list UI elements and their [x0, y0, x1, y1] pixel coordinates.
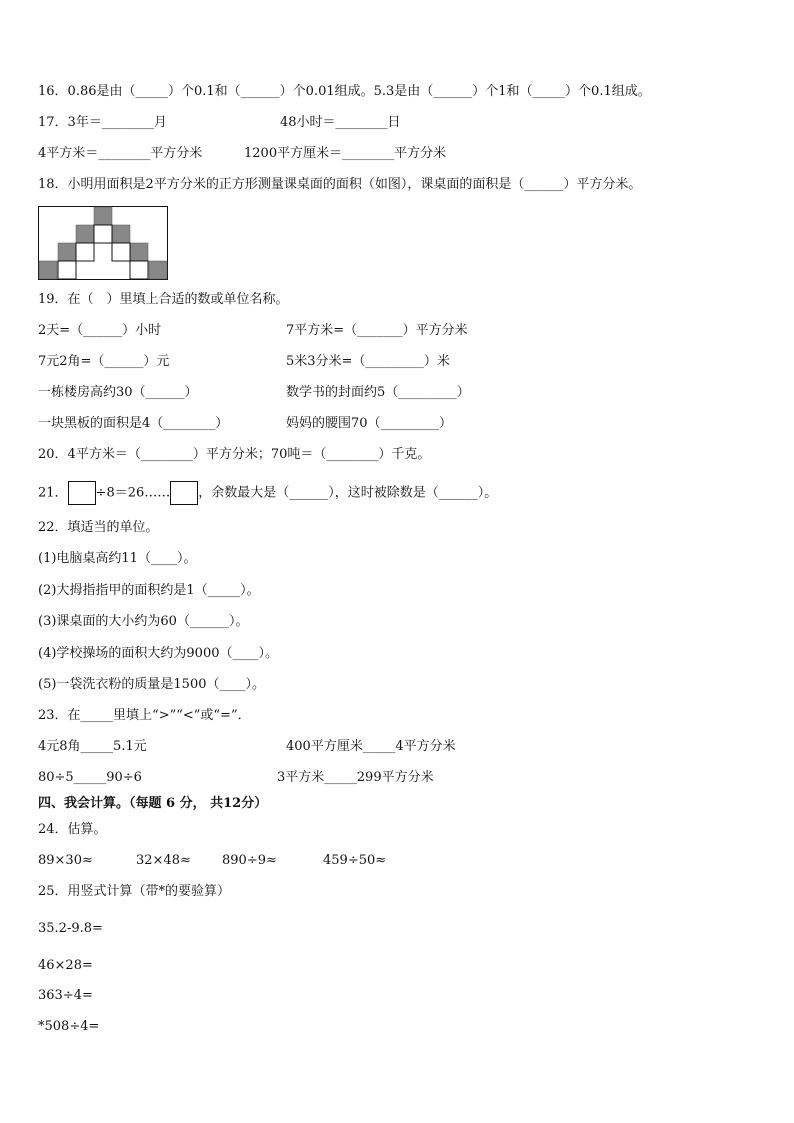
estimate-item: 459÷50≈: [323, 853, 387, 868]
vertical-calc-item: 363÷4=: [38, 988, 93, 1003]
question-18: 18．小明用面积是2平方分米的正方形测量课桌面的面积（如图），课桌面的面积是（______）平方分米。: [38, 177, 642, 192]
question-19-item: 妈妈的腰围70（_________）: [286, 416, 453, 431]
question-22-item: (3)课桌面的大小约为60（______）。: [38, 614, 249, 629]
answer-box-remainder[interactable]: [170, 481, 198, 505]
estimate-item: 890÷9≈: [222, 853, 277, 868]
grid-square: [94, 207, 112, 225]
question-23-item: 80÷5_____90÷6: [38, 770, 142, 785]
question-25-title: 25．用竖式计算（带*的要验算）: [38, 884, 231, 899]
vertical-calc-item: 46×28=: [38, 958, 93, 973]
question-21-suffix: ，余数最大是（______），这时被除数是（______）。: [198, 485, 498, 501]
vertical-calc-item: 35.2-9.8=: [38, 921, 103, 936]
question-16: 16．0.86是由（_____）个0.1和（______）个0.01组成。5.3是由（______）个1和（_____）个0.1组成。: [38, 84, 651, 99]
estimate-item: 32×48≈: [136, 853, 191, 868]
grid-square: [149, 261, 167, 279]
desk-grid-figure: [38, 206, 168, 280]
question-22-item: (2)大拇指指甲的面积约是1（_____）。: [38, 583, 260, 598]
grid-square: [130, 243, 148, 261]
question-21: [38, 481, 497, 505]
section-4-heading: 四、我会计算。（每题 6 分， 共12分）: [38, 796, 268, 811]
grid-square: [39, 261, 57, 279]
grid-square: [58, 243, 76, 261]
grid-square: [112, 225, 130, 243]
answer-box-dividend[interactable]: [68, 481, 96, 505]
question-17-a: 17．3年＝________月: [38, 115, 167, 130]
question-22-item: (4)学校操场的面积大约为9000（____）。: [38, 646, 278, 661]
question-23-item: 3平方米_____299平方分米: [277, 770, 434, 785]
question-22-item: (1)电脑桌高约11（____）。: [38, 551, 197, 566]
question-19-title: 19．在（ ）里填上合适的数或单位名称。: [38, 292, 289, 307]
question-19-item: 5米3分米=（_________）米: [286, 354, 450, 369]
question-21-mid: ÷8＝26……: [95, 485, 171, 501]
question-19-item: 7元2角=（______）元: [38, 354, 170, 369]
question-22-title: 22．填适当的单位。: [38, 520, 159, 535]
question-17-d: 1200平方厘米＝________平方分米: [244, 146, 447, 161]
question-19-item: 数学书的封面约5（_________）: [286, 385, 470, 400]
question-17-c: 4平方米＝________平方分米: [38, 146, 203, 161]
question-21-prefix: 21．: [38, 485, 68, 501]
vertical-calc-item: *508÷4=: [38, 1019, 100, 1034]
question-17-b: 48小时＝________日: [280, 115, 401, 130]
question-23-item: 4元8角_____5.1元: [38, 739, 147, 754]
question-23-item: 400平方厘米_____4平方分米: [286, 739, 456, 754]
question-20: 20．4平方米＝（________）平方分米；70吨＝（________）千克。: [38, 447, 431, 462]
question-19-item: 2天=（______）小时: [38, 323, 162, 338]
question-24-title: 24．估算。: [38, 822, 107, 837]
question-19-item: 7平方米=（_______）平方分米: [286, 323, 468, 338]
question-19-item: 一栋楼房高约30（______）: [38, 385, 198, 400]
question-23-title: 23．在_____里填上“>”“<”或“=”．: [38, 708, 251, 723]
question-22-item: (5)一袋洗衣粉的质量是1500（____）。: [38, 677, 265, 692]
question-19-item: 一块黑板的面积是4（________）: [38, 416, 229, 431]
estimate-item: 89×30≈: [38, 853, 93, 868]
grid-square: [76, 225, 94, 243]
